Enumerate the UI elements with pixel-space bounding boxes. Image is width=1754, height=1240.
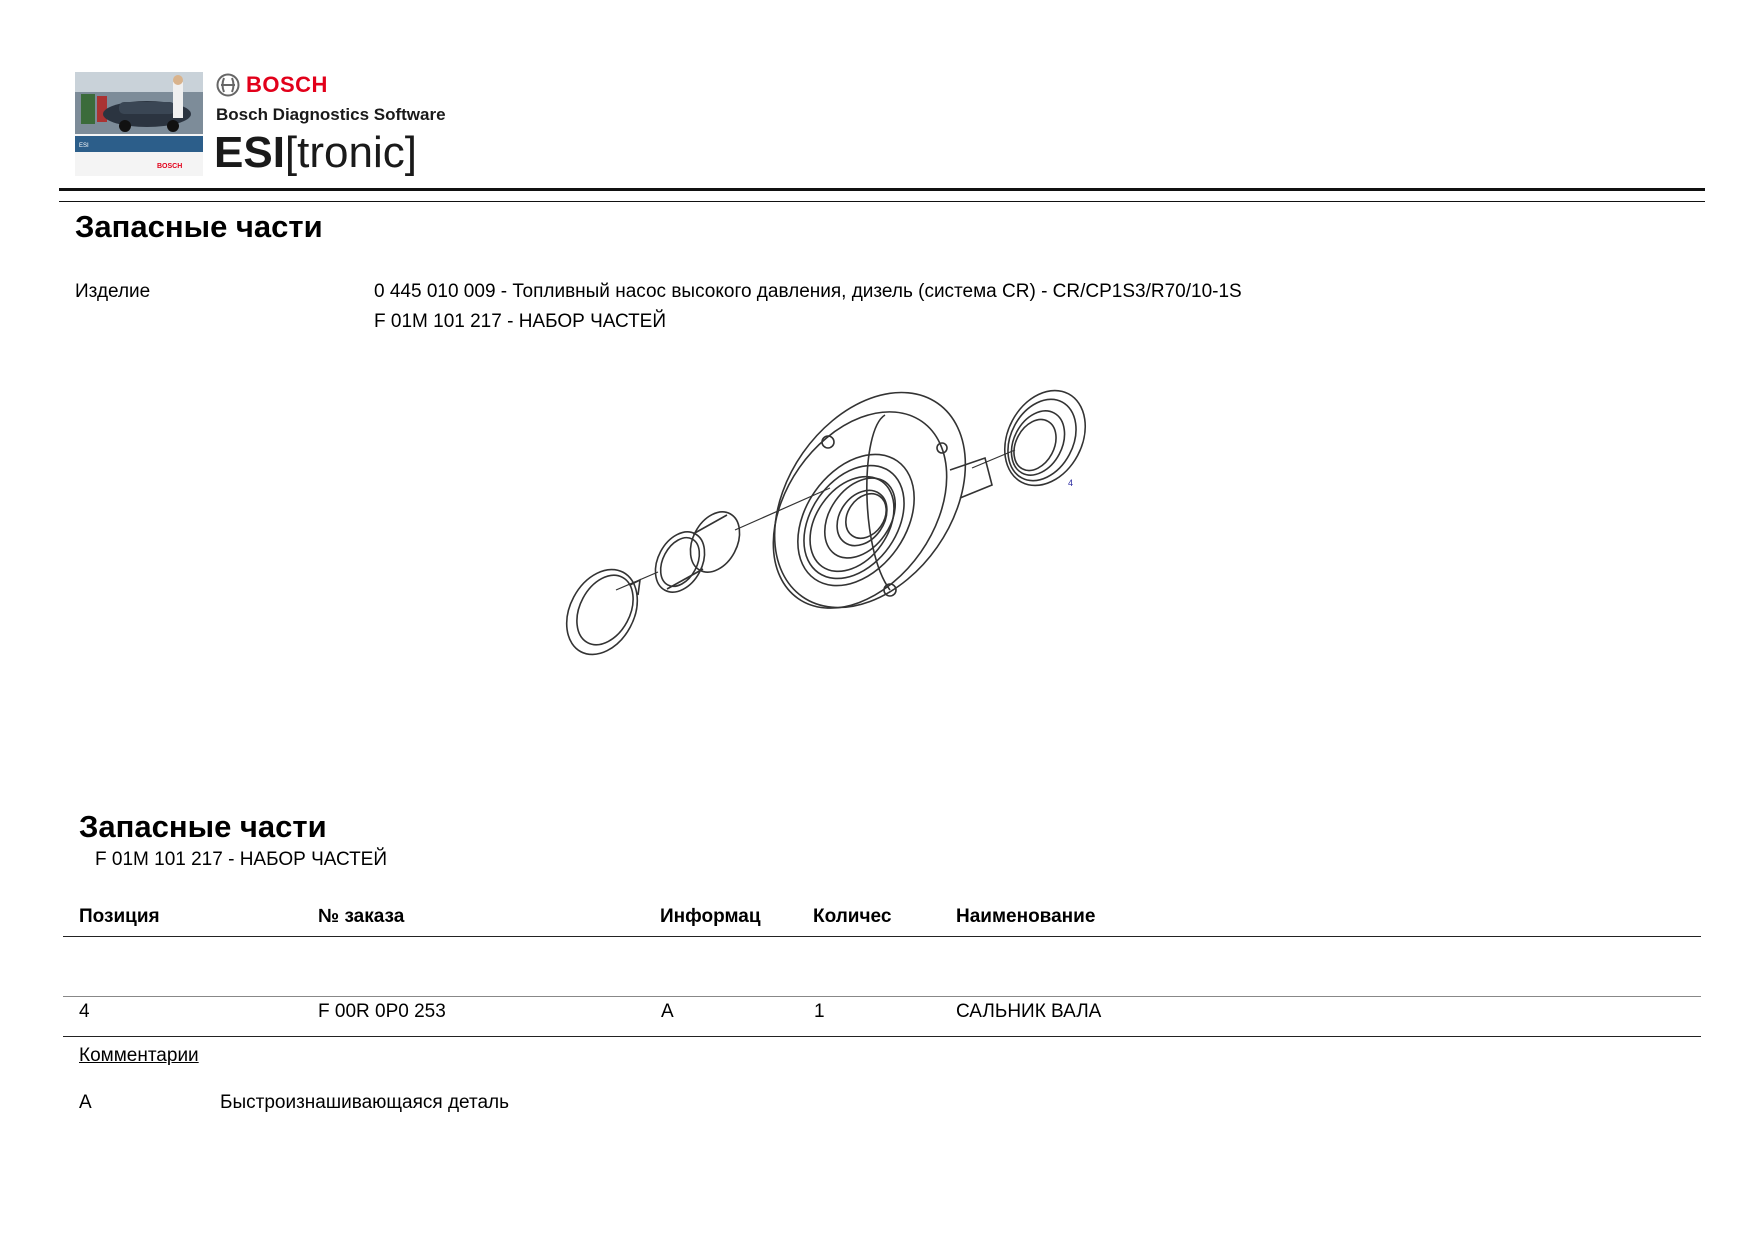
header-rule-thin	[59, 201, 1705, 202]
comments-heading: Комментарии	[79, 1045, 199, 1066]
column-header-info: Информац	[660, 906, 761, 927]
comment-code: A	[79, 1092, 92, 1113]
cover-label-brand: BOSCH	[157, 163, 183, 170]
brand-name: BOSCH	[246, 72, 328, 97]
table-row	[63, 997, 1701, 1037]
column-header-quantity: Количес	[813, 906, 892, 927]
shim-ring	[560, 557, 651, 667]
callout-number: 4	[1068, 478, 1074, 488]
table-bottom-rule	[63, 1036, 1701, 1037]
cell-order-no: F 00R 0P0 253	[318, 1001, 446, 1022]
bosch-armature-icon	[216, 73, 240, 97]
bushing	[646, 503, 750, 600]
assembly-line	[616, 572, 658, 590]
column-header-order-no: № заказа	[318, 906, 405, 927]
cover-label-small: ESI	[79, 143, 89, 149]
column-header-name: Наименование	[956, 906, 1096, 927]
brand-logo	[216, 72, 328, 98]
parts-list-title: Запасные части	[79, 809, 327, 844]
kit-description: F 01M 101 217 - НАБОР ЧАСТЕЙ	[374, 311, 667, 332]
section-title: Запасные части	[75, 209, 323, 244]
product-name	[214, 128, 417, 178]
flange-housing	[735, 356, 1005, 643]
product-name-bold: ESI	[214, 128, 285, 177]
table-header-rule	[63, 936, 1701, 937]
product-label: Изделие	[75, 281, 151, 302]
cell-info: A	[661, 1001, 674, 1022]
cover-image	[75, 72, 203, 176]
comment-text: Быстроизнашивающаяся деталь	[220, 1092, 510, 1113]
cell-quantity: 1	[814, 1001, 825, 1022]
column-header-position: Позиция	[79, 906, 160, 927]
exploded-parts-drawing	[560, 350, 1120, 690]
header-rule-thick	[59, 188, 1705, 191]
shaft-seal	[989, 376, 1101, 499]
cell-name: САЛЬНИК ВАЛА	[956, 1001, 1102, 1022]
cell-position: 4	[79, 1001, 90, 1022]
software-subtitle: Bosch Diagnostics Software	[216, 105, 446, 124]
product-description: 0 445 010 009 - Топливный насос высокого давления, дизель (система CR) - CR/CP1S3/R70/10-1S	[374, 281, 1242, 302]
parts-list-subtitle: F 01M 101 217 - НАБОР ЧАСТЕЙ	[95, 849, 388, 870]
product-name-rest: [tronic]	[284, 128, 417, 177]
